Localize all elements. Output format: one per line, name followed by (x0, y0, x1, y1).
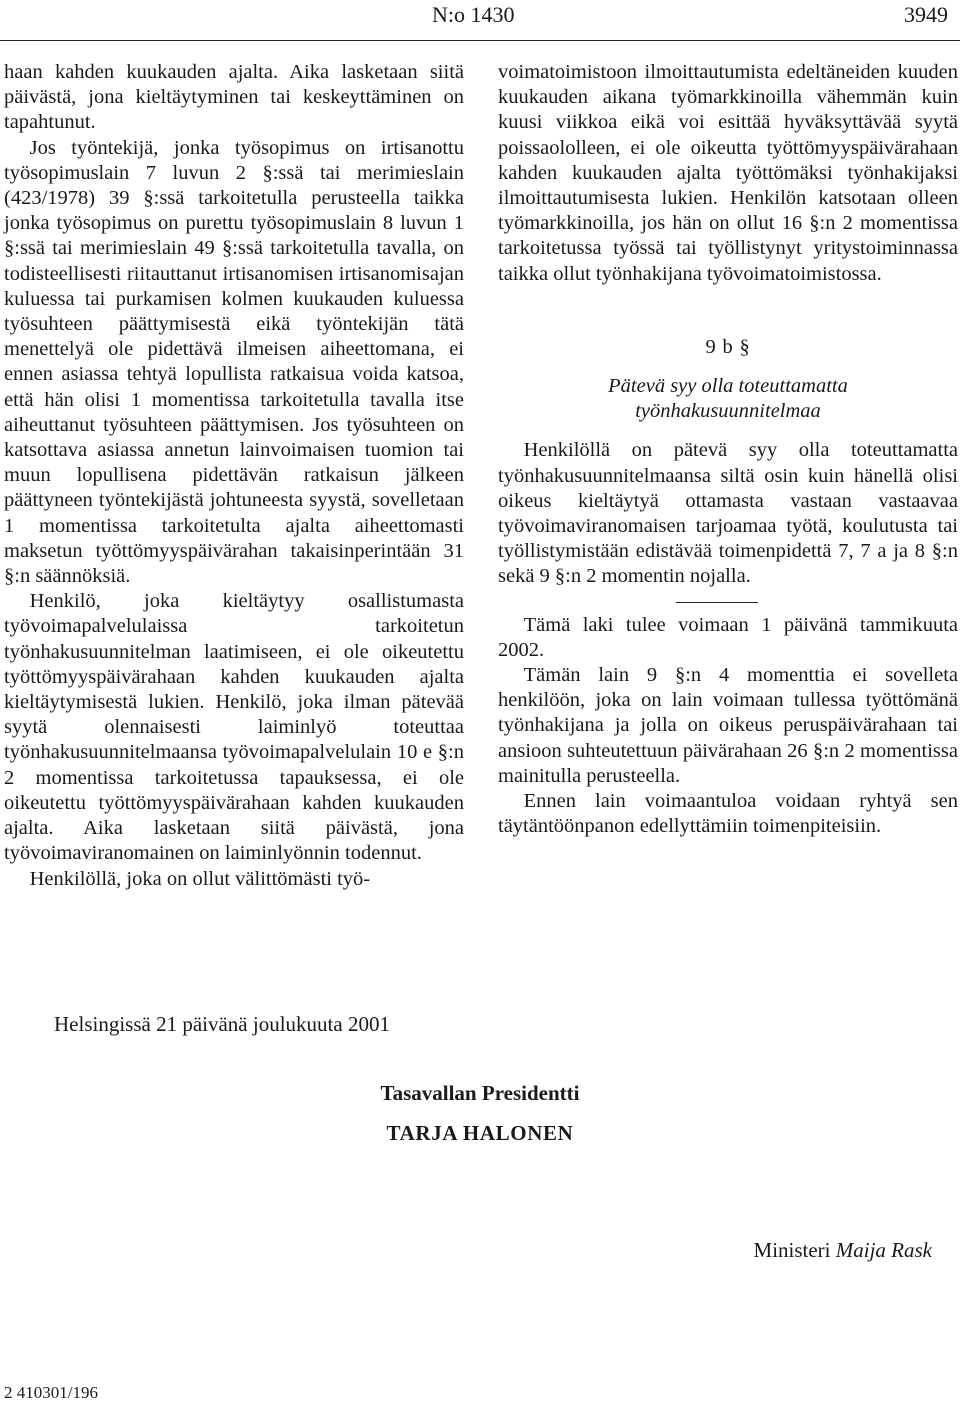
footer-code: 2 410301/196 (4, 1383, 98, 1402)
minister-name: Maija Rask (835, 1238, 932, 1262)
paragraph: Ennen lain voimaantuloa voidaan ryhtyä sen täytäntöönpanon edellyttämiin toimenpiteisiin. (498, 790, 958, 838)
paragraph: Tämän lain 9 §:n 4 momenttia ei sovelleta henkilöön, joka on lain voimaan tullessa työttömänä työnhakijana ja jolla on oikeus peruspäivärahaan tai ansioon suhteutettuun päivärahaan 26 §:n 2 momentissa mainitulla perusteella. (498, 664, 958, 787)
signatory-name: TARJA HALONEN (386, 1121, 574, 1145)
paragraph: Henkilöllä on pätevä syy olla toteuttamatta työnhakusuunnitelmaansa siltä osin kuin hänellä olisi oikeus kieltäytyä ottamasta vastaan vastaavaa työvoimaviranomaisen tarjoamaa työtä, koulutusta tai työllistymistään edistävää toimenpidettä 7, 7 a ja 8 §:n sekä 9 §:n 2 momentin nojalla. (498, 439, 958, 588)
paragraph: Tämä laki tulee voimaan 1 päivänä tammikuuta 2002. (498, 613, 958, 661)
paragraph: Jos työntekijä, jonka työsopimus on irtisanottu työsopimuslain 7 luvun 2 §:ssä tai merimieslain (423/1978) 39 §:ssä tarkoitetulla perusteella taikka jonka työsopimus on purettu työsopimuslain 8 luvun 1 §:ssä tai merimieslain 49 §:ssä tarkoitetulla tavalla, on todisteellisesti riitauttanut irtisanomisen irtisanomisajan kuluessa tai purkamisen kolmen kuukauden kuluessa työsuhteen päättymisestä eikä työntekijän tätä menettelyä ole pidettävä ilmeisen aiheettomana, ei ennen asiassa tehtyä lopullista ratkaisua voida katsoa, että hän olisi 1 momentissa tarkoitetulla tavalla itse aiheuttanut työsuhteen päättymisen. Jos työsuhteen on katsottava asiassa annetun lainvoimaisen tuomion tai muun lopullisena pidettävän ratkaisun jälkeen päättyneen työntekijästä johtuneesta syystä, sovelletaan 1 momentissa tarkoitetulta ajalta aiheettomasti maksetun työttömyyspäivärahan takaisinperintään 31 §:n säännöksiä. (4, 136, 464, 588)
minister-signature (754, 1238, 932, 1263)
left-column (4, 60, 464, 892)
paragraph: voimatoimistoon ilmoittautumista edeltäneiden kuuden kuukauden aikana työmarkkinoilla vähemmän kuin kuusi viikkoa eikä voi esittää hyväksyttävää syytä poissaololleen, ei ole oikeutta työttömyyspäivärahaan kahden kuukauden ajalta työttömäksi työnhakijaksi ilmoittautumisesta lukien. Henkilön katsotaan olleen työmarkkinoilla, jos hän on ollut 16 §:n 2 momentissa tarkoitetussa työssä tai työllistynyt yritystoiminnassa taikka ollut työnhakijana työvoimatoimistossa. (498, 61, 958, 285)
place-date: Helsingissä 21 päivänä joulukuuta 2001 (54, 1012, 390, 1036)
signatory-title: Tasavallan Presidentti (380, 1081, 580, 1105)
right-column (498, 60, 958, 839)
issue-number: N:o 1430 (432, 2, 515, 27)
section-number: 9 b § (705, 335, 751, 358)
header-rule (0, 40, 960, 41)
separator-rule (676, 602, 758, 603)
paragraph: haan kahden kuukauden ajalta. Aika lasketaan siitä päivästä, jona kieltäytyminen tai keskeyttäminen on tapahtunut. (4, 61, 464, 134)
paragraph: Henkilö, joka kieltäytyy osallistumasta työvoimapalvelulaissa tarkoitetun työnhakusuunnitelman laatimiseen, ei ole oikeutettu työttömyyspäivärahaan kahden kuukauden ajalta kieltäytymisestä lukien. Henkilö, joka ilman pätevää syytä olennaisesti laiminlyö toteuttaa työnhakusuunnitelmaansa työvoimapalvelulain 10 e §:n 2 momentissa tarkoitetussa tapauksessa, ei ole oikeutettu työttömyyspäivärahaan kahden kuukauden ajalta. Aika lasketaan siitä päivästä, jona työvoimaviranomainen on laiminlyönnin todennut. (4, 590, 464, 865)
minister-label: Ministeri (753, 1238, 831, 1262)
page-number: 3949 (904, 2, 948, 27)
paragraph: Henkilöllä, joka on ollut välittömästi työ- (29, 867, 371, 890)
section-title: Pätevä syy olla toteuttamatta työnhakusuunnitelmaa (608, 375, 848, 423)
